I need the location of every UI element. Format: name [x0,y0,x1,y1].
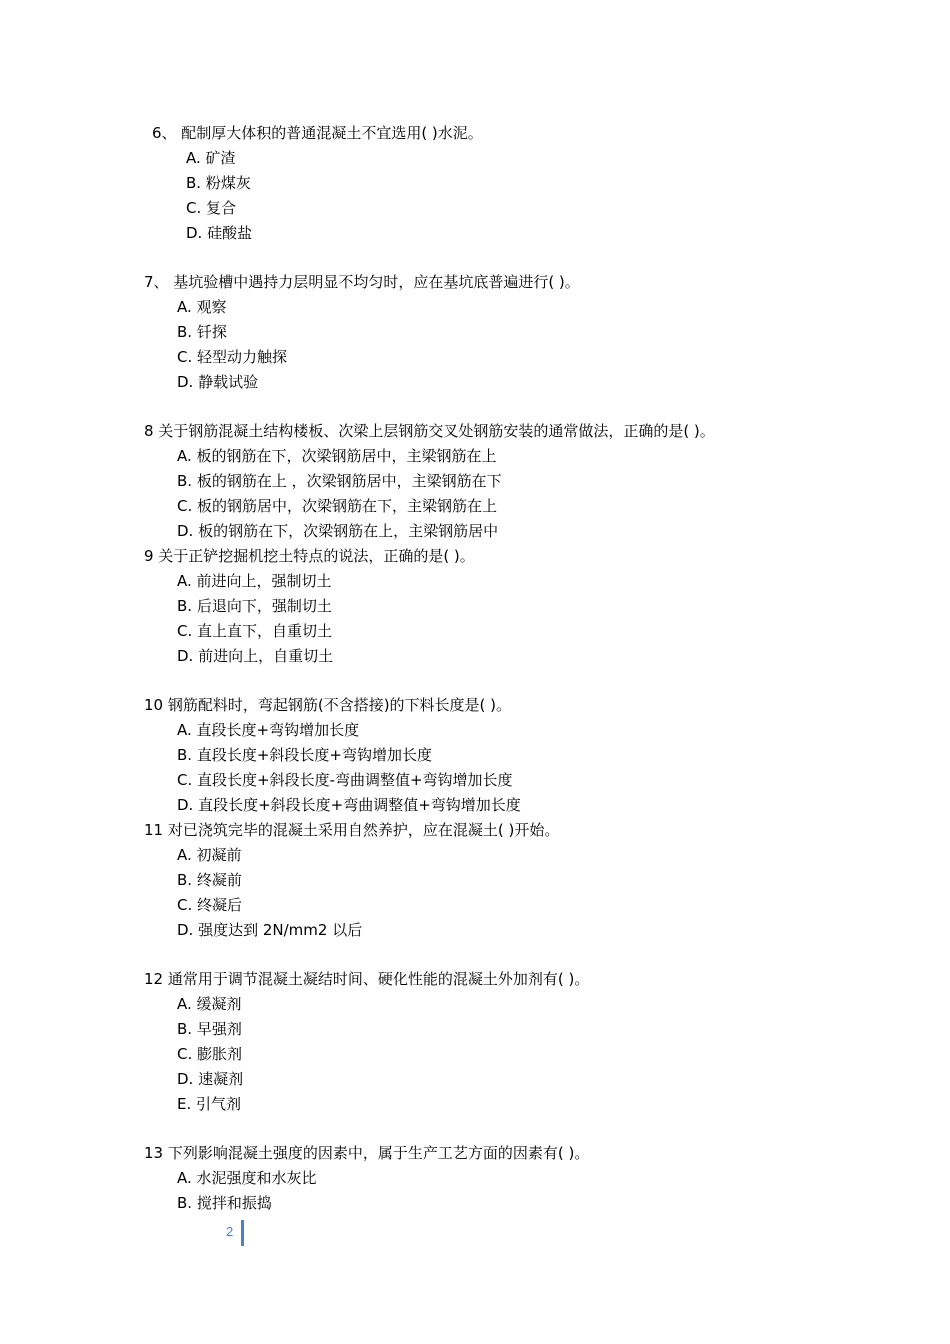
option-c: C. 复合 [186,198,237,217]
question-stem: 13 下列影响混凝土强度的因素中，属于生产工艺方面的因素有( )。 [144,1144,590,1162]
question-stem: 8 关于钢筋混凝土结构楼板、次梁上层钢筋交叉处钢筋安装的通常做法，正确的是( )。 [144,422,715,440]
option-c: C. 膨胀剂 [177,1044,243,1063]
question-stem: 7、 基坑验槽中遇持力层明显不均匀时，应在基坑底普遍进行( )。 [144,273,580,291]
option-a: A. 矿渣 [186,148,236,167]
question-9 [144,544,475,669]
option-a: A. 水泥强度和水灰比 [177,1168,317,1187]
option-d: D. 硅酸盐 [186,223,253,242]
option-b: B. 终凝前 [177,870,242,889]
question-6 [152,121,483,246]
option-d: D. 直段长度+斜段长度+弯曲调整值+弯钩增加长度 [177,795,521,814]
option-c: C. 板的钢筋居中，次梁钢筋在下，主梁钢筋在上 [177,496,498,515]
option-a: A. 板的钢筋在下，次梁钢筋居中，主梁钢筋在上 [177,446,497,465]
question-stem: 10 钢筋配料时，弯起钢筋(不含搭接)的下料长度是( )。 [144,696,512,714]
question-stem: 11 对已浇筑完毕的混凝土采用自然养护，应在混凝土( )开始。 [144,821,560,839]
option-c: C. 直上直下，自重切土 [177,621,333,640]
option-b: B. 早强剂 [177,1019,242,1038]
option-c: C. 终凝后 [177,895,243,914]
option-a: A. 前进向上，强制切土 [177,571,332,590]
option-d: D. 强度达到 2N/mm2 以后 [177,920,363,939]
option-b: B. 直段长度+斜段长度+弯钩增加长度 [177,745,432,764]
option-b: B. 后退向下，强制切土 [177,596,332,615]
page-number: 2 [226,1224,234,1239]
question-stem: 6、 配制厚大体积的普通混凝土不宜选用( )水泥。 [152,124,483,142]
question-13 [144,1141,589,1216]
option-a: A. 初凝前 [177,845,242,864]
option-a: A. 缓凝剂 [177,994,242,1013]
option-b: B. 搅拌和振捣 [177,1193,272,1212]
question-12 [144,967,589,1116]
option-d: D. 板的钢筋在下，次梁钢筋在上，主梁钢筋居中 [177,521,499,540]
question-7 [144,270,580,395]
option-b: B. 板的钢筋在上 ，次梁钢筋居中，主梁钢筋在下 [177,471,502,490]
option-e: E. 引气剂 [177,1094,242,1113]
question-8 [144,419,715,544]
question-stem: 12 通常用于调节混凝土凝结时间、硬化性能的混凝土外加剂有( )。 [144,970,590,988]
option-d: D. 前进向上，自重切土 [177,646,334,665]
option-b: B. 粉煤灰 [186,173,251,192]
footer-accent-bar [241,1220,244,1246]
option-b: B. 钎探 [177,322,227,341]
option-c: C. 直段长度+斜段长度-弯曲调整值+弯钩增加长度 [177,770,513,789]
option-d: D. 速凝剂 [177,1069,244,1088]
option-c: C. 轻型动力触探 [177,347,288,366]
option-d: D. 静载试验 [177,372,259,391]
question-stem: 9 关于正铲挖掘机挖土特点的说法，正确的是( )。 [144,547,475,565]
question-10 [144,693,521,818]
option-a: A. 观察 [177,297,227,316]
option-a: A. 直段长度+弯钩增加长度 [177,720,360,739]
question-11 [144,818,559,943]
